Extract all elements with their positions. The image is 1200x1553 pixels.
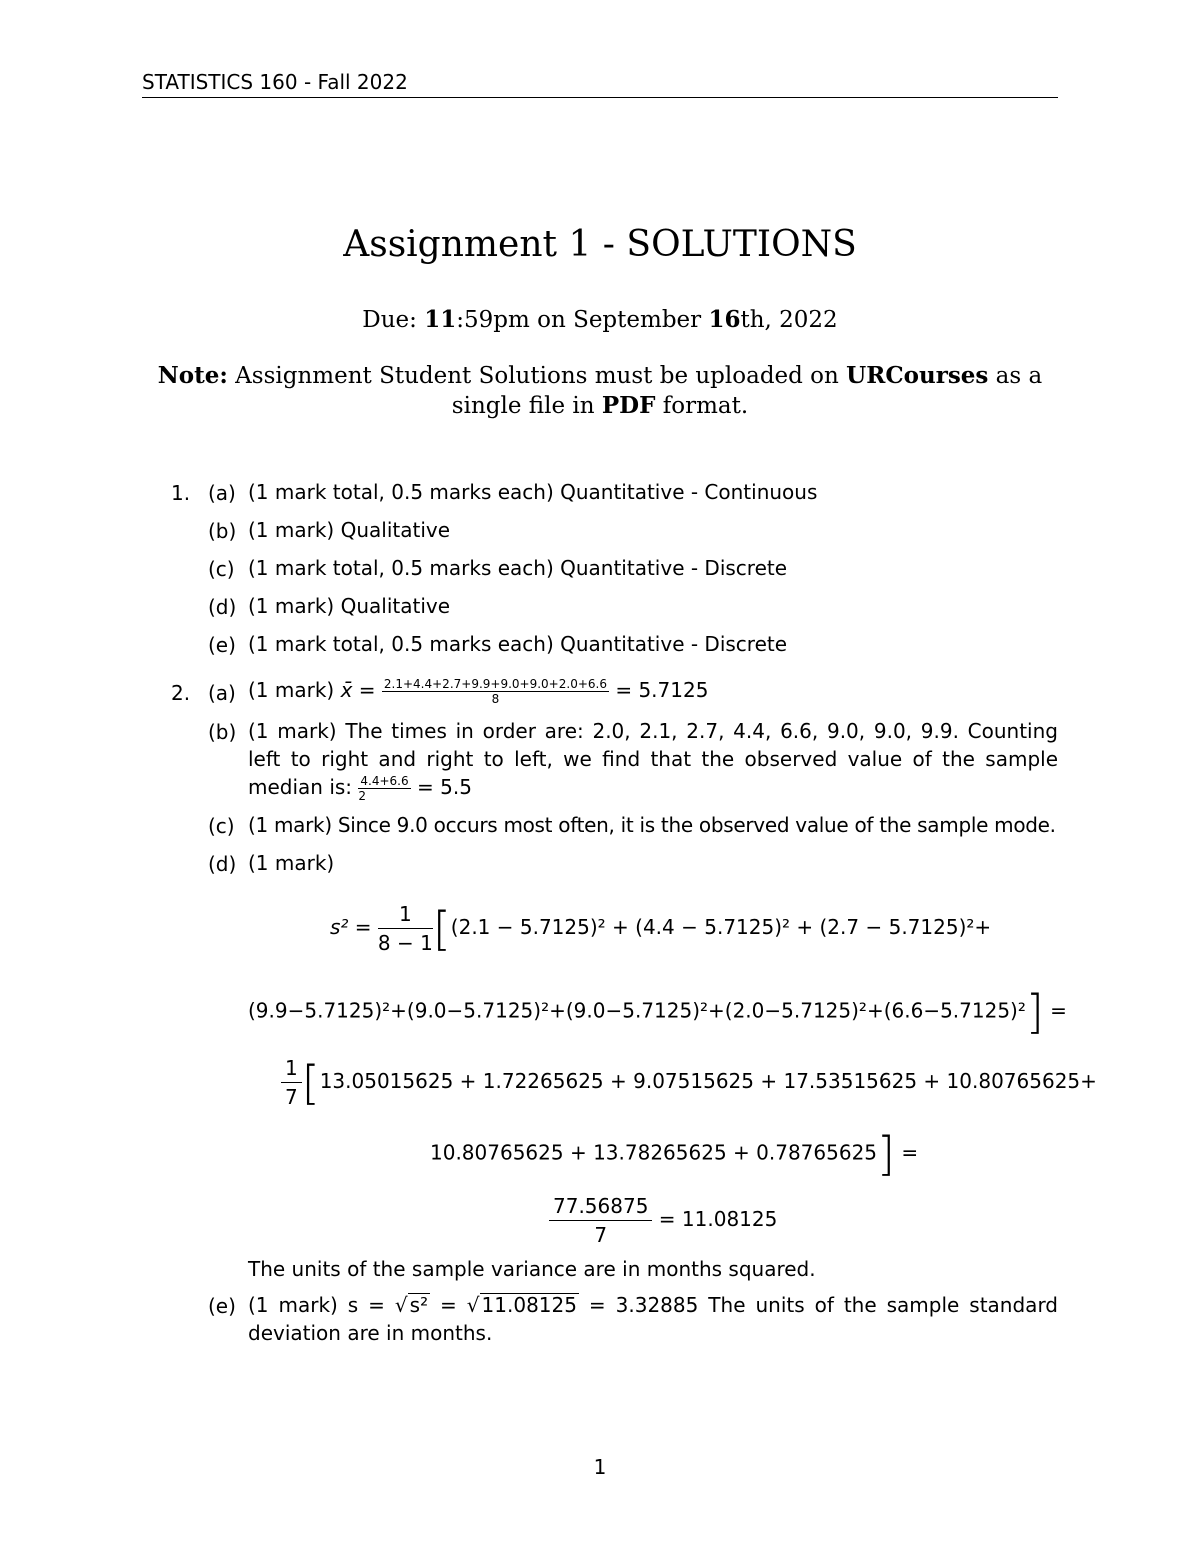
running-header: STATISTICS 160 - Fall 2022 [142,70,408,94]
header-rule [142,97,1058,98]
variance-fraction [378,902,433,955]
variance-denominator: 8 − 1 [377,931,433,955]
due-prefix: Due: [362,307,425,333]
q2-a-label: (a) [208,681,236,705]
variance-line-2 [248,985,1067,1039]
q2-a-fraction [382,677,609,706]
q2-a-xbar: x̄ = [340,678,382,702]
variance-numerator: 1 [378,902,433,929]
variance-line-2-equals: = [1043,998,1067,1023]
note-text1: Assignment Student Solutions must be uploaded on [227,363,847,389]
q1-b-label: (b) [208,519,237,543]
q2-b-text: (1 mark) The times in order are: 2.0, 2.1, 2.7, 4.4, 6.6, 9.0, 9.0, 9.9. Counting left to right and right to left, we find that the observed value of the sample median is: [248,719,1058,799]
q2-b-fraction [358,774,410,803]
q2-a-result: = 5.7125 [608,678,709,702]
note-text2: as a single file in [451,363,1043,419]
q1-a-answer: (1 mark total, 0.5 marks each) Quantitative - Continuous [248,480,818,504]
q1-d-answer: (1 mark) Qualitative [248,594,451,618]
q2-c-label: (c) [208,814,235,838]
note-label: Note: [157,362,228,389]
q2-e-label: (e) [208,1294,236,1318]
question-2-number: 2. [171,681,191,705]
variance-line-4 [430,1127,919,1181]
q2-b-denominator: 2 [358,789,367,803]
variance-line-5 [549,1194,777,1247]
due-day: 16 [708,306,741,333]
variance-final-numerator: 77.56875 [549,1194,652,1221]
q2-e-prefix: (1 mark) s = [248,1293,395,1317]
q2-c-answer: (1 mark) Since 9.0 occurs most often, it is the observed value of the sample mode. [248,813,1056,837]
q2-b-label: (b) [208,720,237,744]
variance-units: The units of the sample variance are in months squared. [248,1257,816,1281]
squared-deviations-2: 10.80765625 + 13.78265625 + 0.78765625 [430,1140,878,1165]
q2-b-answer [248,717,1058,803]
one-seventh-numerator: 1 [281,1056,302,1083]
squared-deviations-1: 13.05015625 + 1.72265625 + 9.07515625 + 17.53515625 + 10.80765625+ [319,1069,1097,1093]
q1-d-label: (d) [208,595,237,619]
q2-d-answer: (1 mark) [248,851,335,875]
due-date [0,306,1200,333]
q1-b-answer: (1 mark) Qualitative [248,518,451,542]
document-title: Assignment 1 - SOLUTIONS [343,224,857,265]
q2-e-result: = 3.32885 The units of the sample standard deviation are in months. [248,1293,1059,1345]
note-text3: format. [655,393,749,419]
q1-c-label: (c) [208,557,235,581]
page-number: 1 [593,1455,607,1479]
variance-line-3 [281,1056,1097,1109]
variance-terms-2: (9.9−5.7125)²+(9.0−5.7125)²+(9.0−5.7125)²+(2.0−5.7125)²+(6.6−5.7125)² [248,998,1026,1023]
right-bracket-1: ] [1025,985,1044,1039]
q2-b-numerator: 4.4+6.6 [360,774,409,788]
note-urcourses: URCourses [846,362,989,389]
due-rest: :59pm on September [456,307,709,333]
left-bracket-1: [ [432,901,451,956]
q1-a-label: (a) [208,481,236,505]
one-seventh-fraction [281,1056,302,1109]
q2-a-prefix: (1 mark) [248,678,341,702]
q2-e-mid: = [430,1293,467,1317]
q2-b-result: = 5.5 [410,775,472,799]
right-bracket-2: ] [877,1127,895,1181]
variance-line-4-equals: = [894,1140,919,1165]
q1-e-answer: (1 mark total, 0.5 marks each) Quantitative - Discrete [248,632,788,656]
one-seventh-denominator: 7 [285,1085,298,1109]
due-rest2: th, 2022 [740,307,838,333]
q2-e-sqrt-s2: s² [409,1293,429,1317]
q2-e-answer: (1 mark) s = √ s² = √ 11.08125 = 3.32885 The units of the sample standard deviation are in months. [248,1293,1059,1345]
due-time: 11 [424,306,457,333]
variance-result: = 11.08125 [652,1207,778,1231]
variance-final-fraction [549,1194,652,1247]
q2-d-label: (d) [208,852,237,876]
left-bracket-2: [ [301,1055,320,1110]
note-pdf: PDF [601,392,656,419]
q2-e-sqrt-value: 11.08125 [481,1293,577,1317]
q2-a-denominator: 8 [491,692,500,706]
q1-c-answer: (1 mark total, 0.5 marks each) Quantitative - Discrete [248,556,788,580]
q2-a-answer [248,676,708,706]
variance-lhs: s² = [330,915,378,939]
variance-final-denominator: 7 [594,1223,608,1247]
variance-line-1 [330,902,991,955]
q1-e-label: (e) [208,633,236,657]
submission-note [142,361,1058,421]
question-1-number: 1. [171,481,191,505]
variance-terms-1: (2.1 − 5.7125)² + (4.4 − 5.7125)² + (2.7 − 5.7125)²+ [450,915,992,939]
q2-a-numerator: 2.1+4.4+2.7+9.9+9.0+9.0+2.0+6.6 [383,677,607,691]
